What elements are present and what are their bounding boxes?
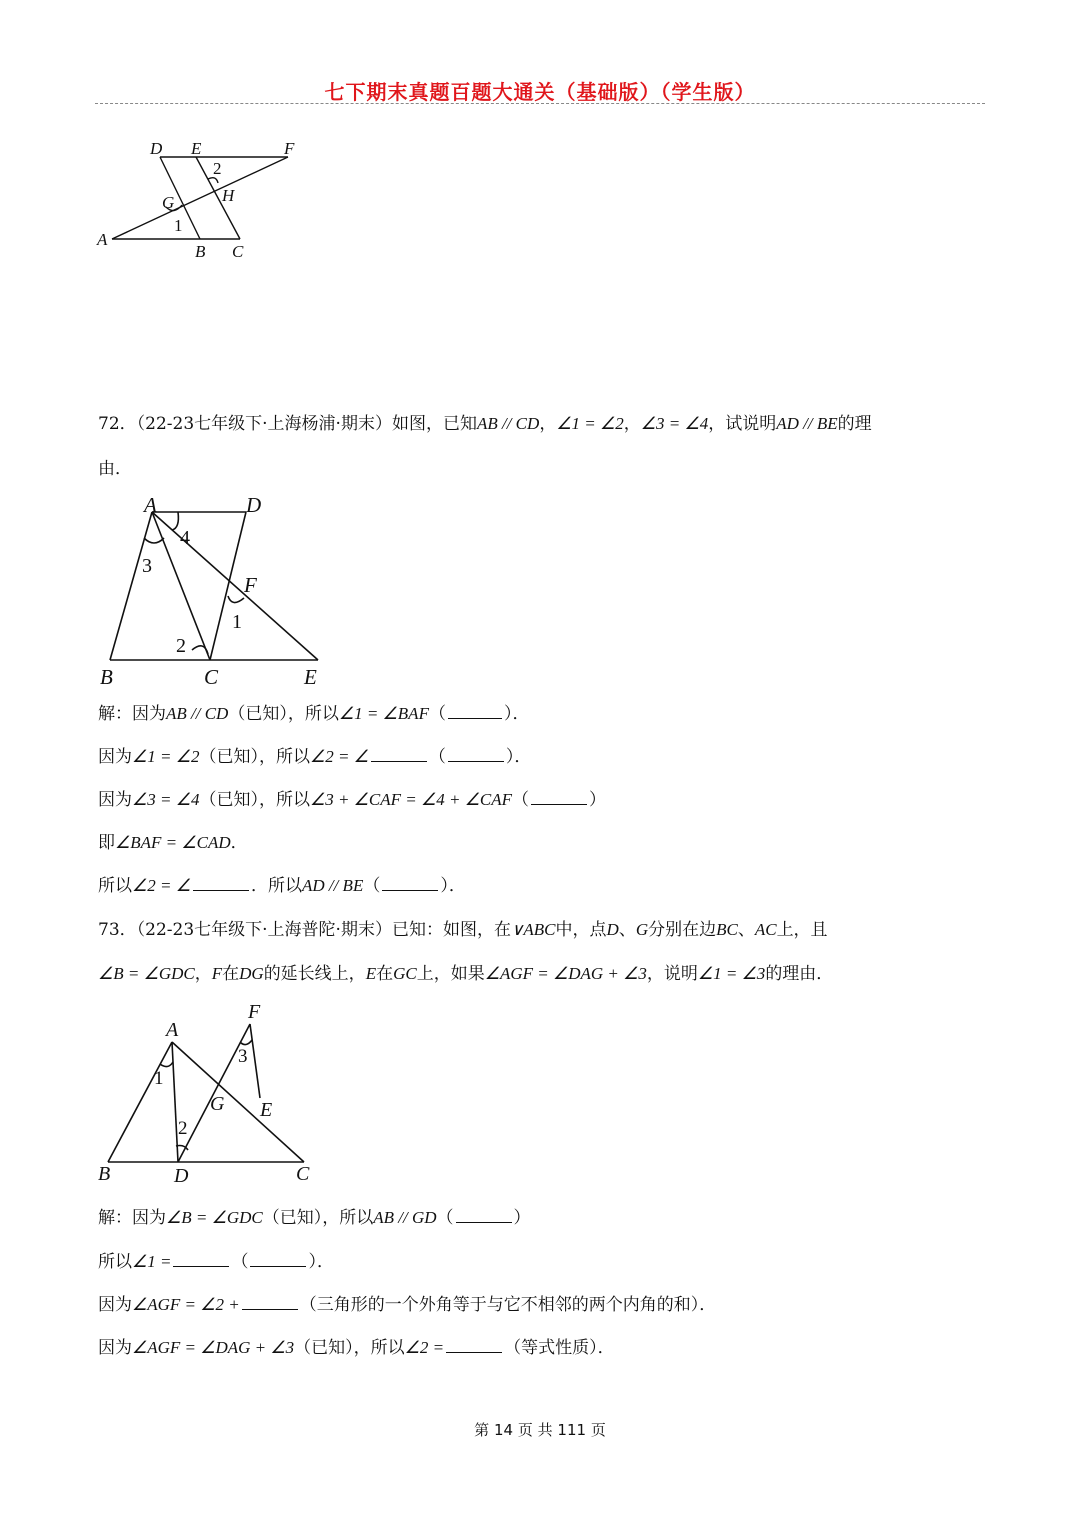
answer-blank[interactable] — [371, 760, 427, 762]
answer-blank[interactable] — [382, 889, 438, 891]
figure-q73 — [94, 998, 324, 1188]
label-F: F — [284, 139, 295, 158]
q72-solution-line4: 即∠BAF = ∠CAD． — [98, 833, 248, 853]
page-footer: 第 14 页 共 111 页 — [474, 1421, 606, 1439]
q73-solution-line4: 因为∠AGF = ∠DAG + ∠3（已知），所以∠2 = （等式性质）． — [98, 1338, 615, 1358]
answer-blank[interactable] — [448, 760, 504, 762]
answer-blank[interactable] — [531, 803, 587, 805]
page-header-title: 七下期末真题百题大通关（基础版）（学生版） — [324, 80, 756, 104]
q73-solution-line1: 解：因为∠B = ∠GDC（已知），所以AB // GD（ ） — [98, 1208, 531, 1228]
header-divider — [95, 103, 985, 104]
q73-source: （22-23七年级下·上海普陀·期末） — [136, 920, 392, 940]
q73-stem-line1: 73．（22-23七年级下·上海普陀·期末）已知：如图，在∨ABC中，点D、G分别在边BC、AC上，且 — [98, 920, 828, 940]
q72-solution-line5: 所以∠2 = ∠ ．所以AD // BE（ ）． — [98, 876, 466, 896]
label-G: G — [162, 193, 175, 212]
answer-blank[interactable] — [250, 1265, 306, 1267]
current-page: 14 — [493, 1421, 514, 1439]
label-1: 1 — [154, 1068, 164, 1089]
label-1: 1 — [174, 216, 183, 235]
q72-solution-line3: 因为∠3 = ∠4（已知），所以∠3 + ∠CAF = ∠4 + ∠CAF（ ） — [98, 790, 607, 810]
q72-stem-line2: 由． — [98, 459, 132, 479]
q72-source: （22-23七年级下·上海杨浦·期末） — [136, 414, 392, 434]
q72-number: 72． — [98, 414, 137, 434]
total-pages: 111 — [557, 1421, 587, 1439]
label-B: B — [100, 665, 113, 689]
label-G: G — [210, 1093, 225, 1115]
label-D: D — [150, 139, 163, 158]
figure-q72 — [96, 490, 336, 690]
q73-solution-line2: 所以∠1 = （ ）． — [98, 1252, 334, 1272]
label-2: 2 — [213, 159, 222, 178]
answer-blank[interactable] — [173, 1265, 229, 1267]
q72-solution-line2: 因为∠1 = ∠2（已知），所以∠2 = ∠ （ ）． — [98, 747, 532, 767]
label-B: B — [195, 242, 206, 261]
answer-blank[interactable] — [242, 1308, 298, 1310]
answer-blank[interactable] — [193, 889, 249, 891]
q72-stem-line1: 72．（22-23七年级下·上海杨浦·期末）如图，已知AB // CD，∠1 = ∠2，∠3 = ∠4，试说明AD // BE的理 — [98, 414, 872, 434]
label-3: 3 — [142, 555, 152, 577]
label-2: 2 — [178, 1118, 188, 1139]
label-E: E — [304, 665, 317, 689]
label-D: D — [174, 1165, 189, 1187]
answer-blank[interactable] — [456, 1221, 512, 1223]
label-C: C — [232, 242, 244, 261]
label-F: F — [244, 573, 257, 597]
q73-solution-line3: 因为∠AGF = ∠2 + （三角形的一个外角等于与它不相邻的两个内角的和）． — [98, 1295, 717, 1315]
label-F: F — [248, 1001, 261, 1023]
label-A: A — [144, 493, 157, 517]
label-B: B — [98, 1163, 111, 1185]
label-1: 1 — [232, 611, 242, 633]
label-C: C — [296, 1163, 310, 1185]
label-2: 2 — [176, 635, 186, 657]
label-E: E — [191, 139, 202, 158]
q72-solution-line1: 解：因为AB // CD（已知），所以∠1 = ∠BAF（ ）． — [98, 704, 530, 724]
label-4: 4 — [180, 527, 190, 549]
label-A: A — [166, 1019, 179, 1041]
label-D: D — [246, 493, 262, 517]
q73-stem-line2: ∠B = ∠GDC，F在DG的延长线上，E在GC上，如果∠AGF = ∠DAG + ∠3，说明∠1 = ∠3的理由． — [98, 964, 834, 984]
figure-q71 — [92, 135, 312, 265]
label-C: C — [204, 665, 219, 689]
q73-number: 73． — [98, 920, 137, 940]
label-E: E — [260, 1099, 273, 1121]
label-3: 3 — [238, 1046, 248, 1067]
answer-blank[interactable] — [448, 717, 502, 719]
answer-blank[interactable] — [446, 1351, 502, 1353]
label-H: H — [222, 186, 235, 205]
label-A: A — [97, 230, 108, 249]
